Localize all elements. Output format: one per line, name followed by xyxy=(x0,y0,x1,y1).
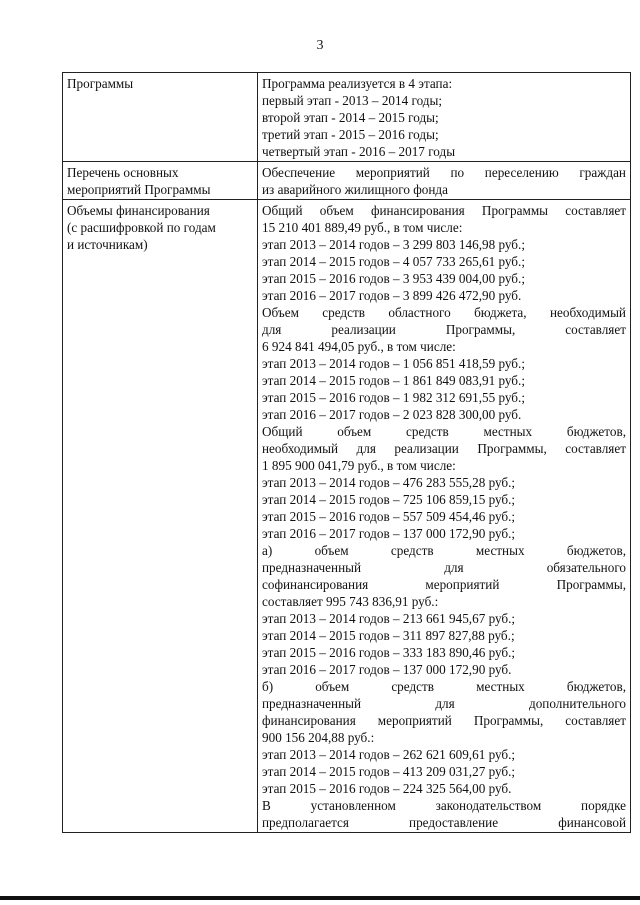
content-line: этап 2015 – 2016 годов – 1 982 312 691,55 руб.; xyxy=(262,390,525,405)
table-row-financing xyxy=(63,200,631,833)
table-row-measures xyxy=(63,162,631,200)
content-line: 6 924 841 494,05 руб., в том числе: xyxy=(262,339,456,354)
row-label xyxy=(63,162,258,200)
content-line: составляет 995 743 836,91 руб.: xyxy=(262,594,439,609)
content-line: Программа реализуется в 4 этапа: xyxy=(262,76,453,91)
content-line: этап 2015 – 2016 годов – 3 953 439 004,00 руб.; xyxy=(262,271,525,286)
content-line: 15 210 401 889,49 руб., в том числе: xyxy=(262,220,463,235)
content-line: первый этап - 2013 – 2014 годы; xyxy=(262,93,443,108)
scan-bottom-edge xyxy=(0,896,640,900)
content-line: этап 2013 – 2014 годов – 262 621 609,61 руб.; xyxy=(262,747,516,762)
label-line: Объемы финансирования xyxy=(67,203,210,218)
content-line: Общий объем средств местных бюджетов, xyxy=(262,424,626,439)
content-line: б) объем средств местных бюджетов, xyxy=(262,679,626,694)
content-line: предназначенный для обязательного xyxy=(262,560,626,575)
content-line: 900 156 204,88 руб.: xyxy=(262,730,375,745)
row-label xyxy=(63,73,258,162)
content-line: этап 2014 – 2015 годов – 311 897 827,88 руб.; xyxy=(262,628,515,643)
content-line: из аварийного жилищного фонда xyxy=(262,182,448,197)
content-line: этап 2014 – 2015 годов – 4 057 733 265,61 руб.; xyxy=(262,254,525,269)
table-row-stages xyxy=(63,73,631,162)
content-line: этап 2015 – 2016 годов – 333 183 890,46 руб.; xyxy=(262,645,516,660)
content-line: этап 2014 – 2015 годов – 725 106 859,15 руб.; xyxy=(262,492,516,507)
content-line: В установленном законодательством порядке xyxy=(262,798,626,813)
content-line: этап 2013 – 2014 годов – 1 056 851 418,59 руб.; xyxy=(262,356,525,371)
content-line: этап 2013 – 2014 годов – 213 661 945,67 руб.; xyxy=(262,611,516,626)
content-line: а) объем средств местных бюджетов, xyxy=(262,543,626,558)
content-line: второй этап - 2014 – 2015 годы; xyxy=(262,110,439,125)
row-content xyxy=(258,200,631,833)
content-line: необходимый для реализации Программы, составляет xyxy=(262,441,626,456)
content-line: этап 2014 – 2015 годов – 1 861 849 083,91 руб.; xyxy=(262,373,525,388)
row-content xyxy=(258,73,631,162)
content-line: Общий объем финансирования Программы составляет xyxy=(262,203,626,218)
content-line: финансирования мероприятий Программы, составляет xyxy=(262,713,626,728)
label-line: Перечень основных xyxy=(67,165,179,180)
content-line: этап 2016 – 2017 годов – 137 000 172,90 руб.; xyxy=(262,526,516,541)
content-line: для реализации Программы, составляет xyxy=(262,322,626,337)
content-line: софинансирования мероприятий Программы, xyxy=(262,577,626,592)
row-content xyxy=(258,162,631,200)
label-line: мероприятий Программы xyxy=(67,182,211,197)
content-line: этап 2016 – 2017 годов – 3 899 426 472,90 руб. xyxy=(262,288,522,303)
content-line: 1 895 900 041,79 руб., в том числе: xyxy=(262,458,456,473)
content-line: этап 2015 – 2016 годов – 557 509 454,46 руб.; xyxy=(262,509,516,524)
label-line: (с расшифровкой по годам xyxy=(67,220,216,235)
content-line: этап 2015 – 2016 годов – 224 325 564,00 руб. xyxy=(262,781,512,796)
row-label xyxy=(63,200,258,833)
content-line: этап 2013 – 2014 годов – 3 299 803 146,98 руб.; xyxy=(262,237,525,252)
content-line: Обеспечение мероприятий по переселению граждан xyxy=(262,165,626,180)
label-line: и источникам) xyxy=(67,237,148,252)
content-line: этап 2013 – 2014 годов – 476 283 555,28 руб.; xyxy=(262,475,516,490)
content-line: Объем средств областного бюджета, необходимый xyxy=(262,305,626,320)
content-line: этап 2014 – 2015 годов – 413 209 031,27 руб.; xyxy=(262,764,516,779)
content-line: этап 2016 – 2017 годов – 2 023 828 300,00 руб. xyxy=(262,407,522,422)
content-line: третий этап - 2015 – 2016 годы; xyxy=(262,127,439,142)
content-line: предназначенный для дополнительного xyxy=(262,696,626,711)
content-line: четвертый этап - 2016 – 2017 годы xyxy=(262,144,456,159)
label-line: Программы xyxy=(67,76,134,91)
page-number: 3 xyxy=(316,38,324,53)
content-line: этап 2016 – 2017 годов – 137 000 172,90 руб. xyxy=(262,662,512,677)
content-line: предполагается предоставление финансовой xyxy=(262,815,626,830)
passport-table xyxy=(62,72,631,833)
